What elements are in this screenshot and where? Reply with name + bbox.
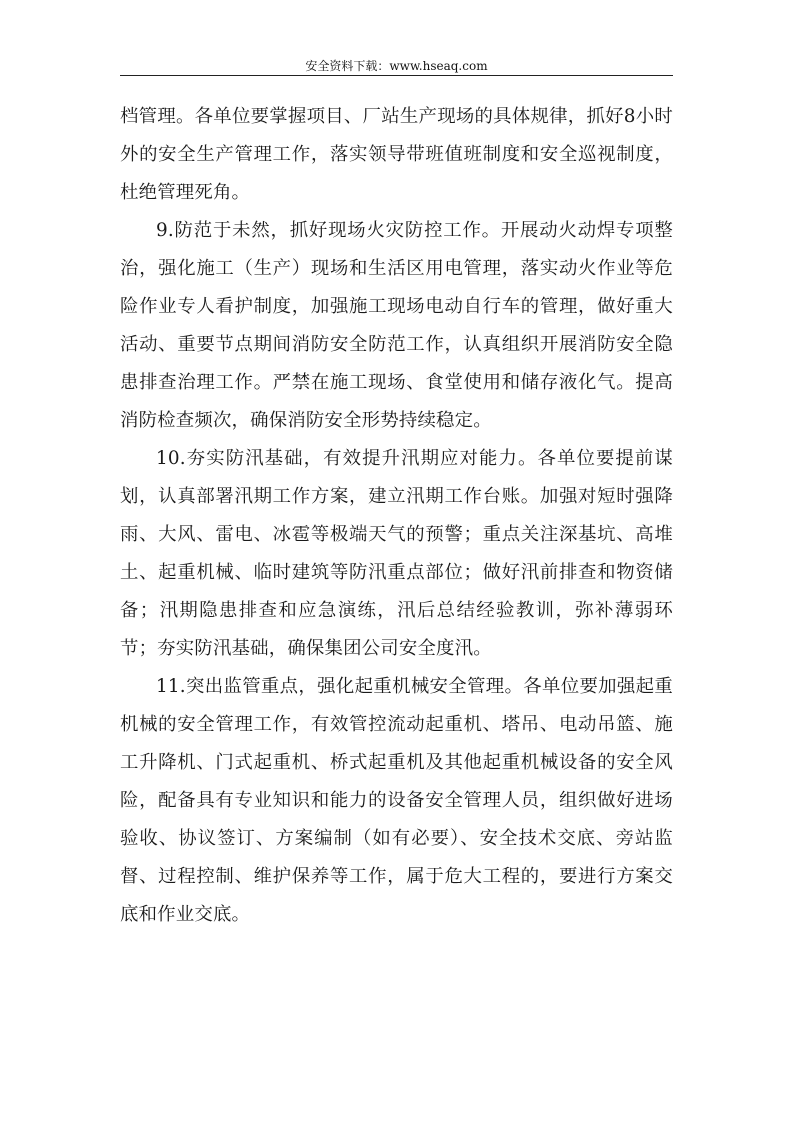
page-header: [120, 57, 673, 75]
header-divider: [120, 75, 673, 76]
document-body: [120, 98, 673, 934]
paragraph-crane-safety: 11.突出监管重点，强化起重机械安全管理。各单位要加强起重机械的安全管理工作，有效管控流动起重机、塔吊、电动吊篮、施工升降机、门式起重机、桥式起重机及其他起重机械设备的安全风险，配备具有专业知识和能力的设备安全管理人员，组织做好进场验收、协议签订、方案编制（如有必要）、安全技术交底、旁站监督、过程控制、维护保养等工作，属于危大工程的，要进行方案交底和作业交底。: [120, 676, 673, 925]
header-text: 安全资料下载：www.hseaq.com: [305, 59, 488, 73]
paragraph-fire-prevention: 9.防范于未然，抓好现场火灾防控工作。开展动火动焊专项整治，强化施工（生产）现场和生活区用电管理，落实动火作业等危险作业专人看护制度，加强施工现场电动自行车的管理，做好重大活动、重要节点期间消防安全防范工作，认真组织开展消防安全隐患排查治理工作。严禁在施工现场、食堂使用和储存液化气。提高消防检查频次，确保消防安全形势持续稳定。: [120, 220, 673, 431]
paragraph-flood-prevention: 10.夯实防汛基础，有效提升汛期应对能力。各单位要提前谋划，认真部署汛期工作方案，建立汛期工作台账。加强对短时强降雨、大风、雷电、冰雹等极端天气的预警；重点关注深基坑、高堆土、起重机械、临时建筑等防汛重点部位；做好汛前排查和物资储备；汛期隐患排查和应急演练，汛后总结经验教训，弥补薄弱环节；夯实防汛基础，确保集团公司安全度汛。: [120, 448, 673, 659]
paragraph-archive-management: 档管理。各单位要掌握项目、厂站生产现场的具体规律，抓好8小时外的安全生产管理工作，落实领导带班值班制度和安全巡视制度，杜绝管理死角。: [120, 106, 673, 203]
